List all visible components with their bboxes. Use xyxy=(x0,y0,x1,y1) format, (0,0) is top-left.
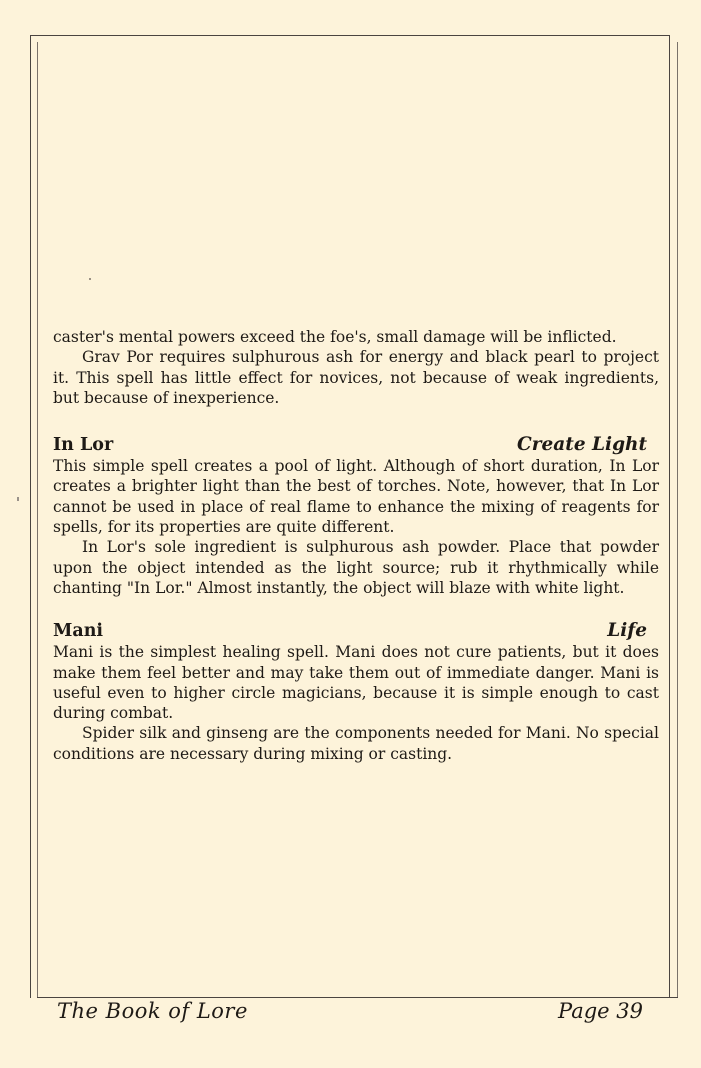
spell-heading xyxy=(53,434,659,456)
footer-rule xyxy=(37,997,678,998)
footer-book-title: The Book of Lore xyxy=(57,999,248,1023)
inner-right-rule xyxy=(677,42,678,998)
spell-name: In Lor xyxy=(53,435,114,456)
inner-left-rule xyxy=(37,42,38,998)
spell-name: Mani xyxy=(53,621,104,642)
spell-paragraph: Mani is the simplest healing spell. Mani does not cure patients, but it does make them feel better and may take them out of immediate danger. Mani is useful even to higher circle magicians, because it is simple enough to cast during combat. xyxy=(53,643,659,723)
spell-paragraph: In Lor's sole ingredient is sulphurous ash powder. Place that powder upon the object intended as the light source; rub it rhythmically while chanting "In Lor." Almost instantly, the object will blaze with white light. xyxy=(53,538,659,597)
spell-meaning: Create Light xyxy=(517,434,647,456)
spell-section-in-lor xyxy=(53,434,659,598)
spell-paragraph: This simple spell creates a pool of light. Although of short duration, In Lor creates a brighter light than the best of torches. Note, however, that In Lor cannot be used in place of real flame to enhance the mixing of reagents for spells, for its properties are quite different. xyxy=(53,457,659,537)
footer-page-number: Page 39 xyxy=(558,999,643,1023)
intro-paragraph: caster's mental powers exceed the foe's, small damage will be inflicted. xyxy=(53,328,617,346)
page-body xyxy=(53,327,659,764)
paper-speck xyxy=(89,278,91,280)
paper-speck xyxy=(17,497,19,501)
spell-section-mani xyxy=(53,620,659,764)
spell-paragraph: Spider silk and ginseng are the components needed for Mani. No special conditions are necessary during mixing or casting. xyxy=(53,724,659,763)
intro-paragraph: Grav Por requires sulphurous ash for energy and black pearl to project it. This spell has little effect for novices, not because of weak ingredients, but because of inexperience. xyxy=(53,348,659,407)
spell-heading xyxy=(53,620,659,642)
spell-meaning: Life xyxy=(607,620,647,642)
